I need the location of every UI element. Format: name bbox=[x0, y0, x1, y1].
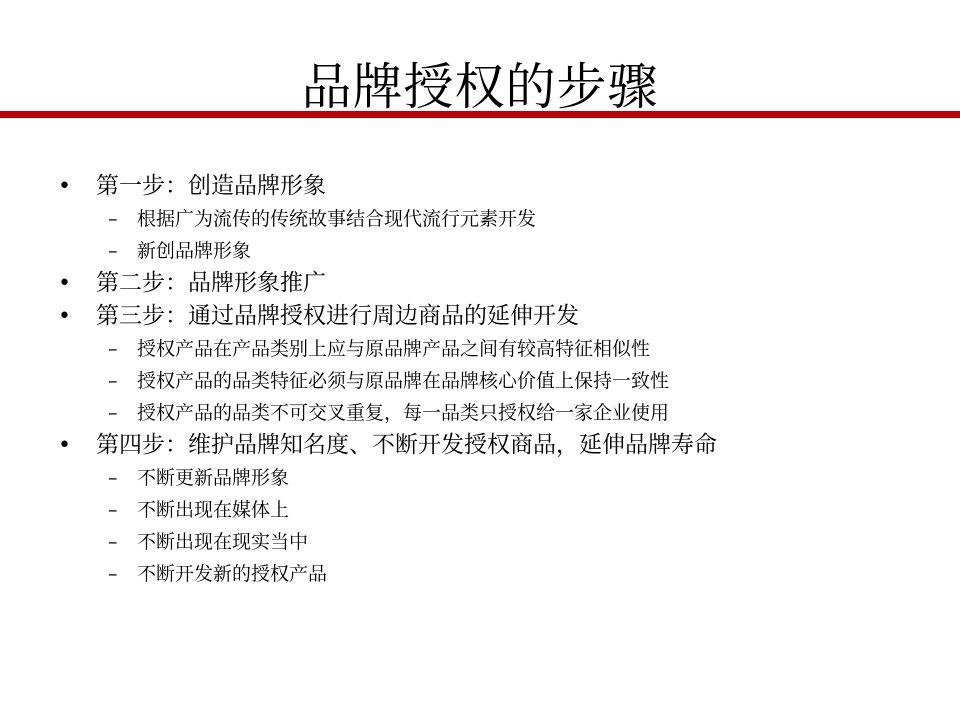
bullet-item bbox=[0, 429, 960, 462]
sub-bullet-text: 根据广为流传的传统故事结合现代流行元素开发 bbox=[137, 208, 537, 230]
bullet-item bbox=[0, 300, 960, 333]
dash-icon: – bbox=[108, 208, 118, 230]
dash-icon: – bbox=[108, 563, 118, 585]
bullet-icon: • bbox=[58, 304, 71, 329]
sub-bullet-text: 新创品牌形象 bbox=[137, 240, 252, 262]
sub-bullet-item bbox=[0, 494, 960, 526]
dash-icon: – bbox=[108, 402, 118, 424]
sub-bullet-text: 不断开发新的授权产品 bbox=[137, 563, 328, 585]
sub-bullet-text: 不断出现在现实当中 bbox=[137, 531, 309, 553]
dash-icon: – bbox=[108, 338, 118, 360]
sub-bullet-text: 不断出现在媒体上 bbox=[137, 499, 290, 521]
slide-title: 品牌授权的步骤 bbox=[301, 58, 659, 116]
sub-bullet-text: 授权产品的品类不可交叉重复，每一品类只授权给一家企业使用 bbox=[137, 402, 670, 424]
sub-bullet-item bbox=[0, 526, 960, 558]
dash-icon: – bbox=[108, 240, 118, 262]
bullet-list bbox=[0, 170, 960, 590]
bullet-icon: • bbox=[58, 271, 71, 296]
sub-bullet-item bbox=[0, 397, 960, 429]
sub-bullet-item bbox=[0, 365, 960, 397]
sub-bullet-item bbox=[0, 235, 960, 267]
bullet-text: 第二步：品牌形象推广 bbox=[96, 270, 326, 296]
sub-bullet-item bbox=[0, 462, 960, 494]
bullet-icon: • bbox=[58, 433, 71, 458]
dash-icon: – bbox=[108, 370, 118, 392]
sub-bullet-text: 授权产品的品类特征必须与原品牌在品牌核心价值上保持一致性 bbox=[137, 370, 670, 392]
bullet-icon: • bbox=[58, 174, 71, 199]
sub-bullet-item bbox=[0, 558, 960, 590]
bullet-item bbox=[0, 170, 960, 203]
sub-bullet-text: 不断更新品牌形象 bbox=[137, 467, 290, 489]
bullet-text: 第一步：创造品牌形象 bbox=[96, 173, 326, 199]
sub-bullet-text: 授权产品在产品类别上应与原品牌产品之间有较高特征相似性 bbox=[137, 338, 651, 360]
dash-icon: – bbox=[108, 467, 118, 489]
sub-bullet-item bbox=[0, 333, 960, 365]
bullet-item bbox=[0, 267, 960, 300]
sub-bullet-item bbox=[0, 203, 960, 235]
dash-icon: – bbox=[108, 531, 118, 553]
dash-icon: – bbox=[108, 499, 118, 521]
bullet-text: 第四步：维护品牌知名度、不断开发授权商品，延伸品牌寿命 bbox=[96, 432, 717, 458]
bullet-text: 第三步：通过品牌授权进行周边商品的延伸开发 bbox=[96, 303, 579, 329]
